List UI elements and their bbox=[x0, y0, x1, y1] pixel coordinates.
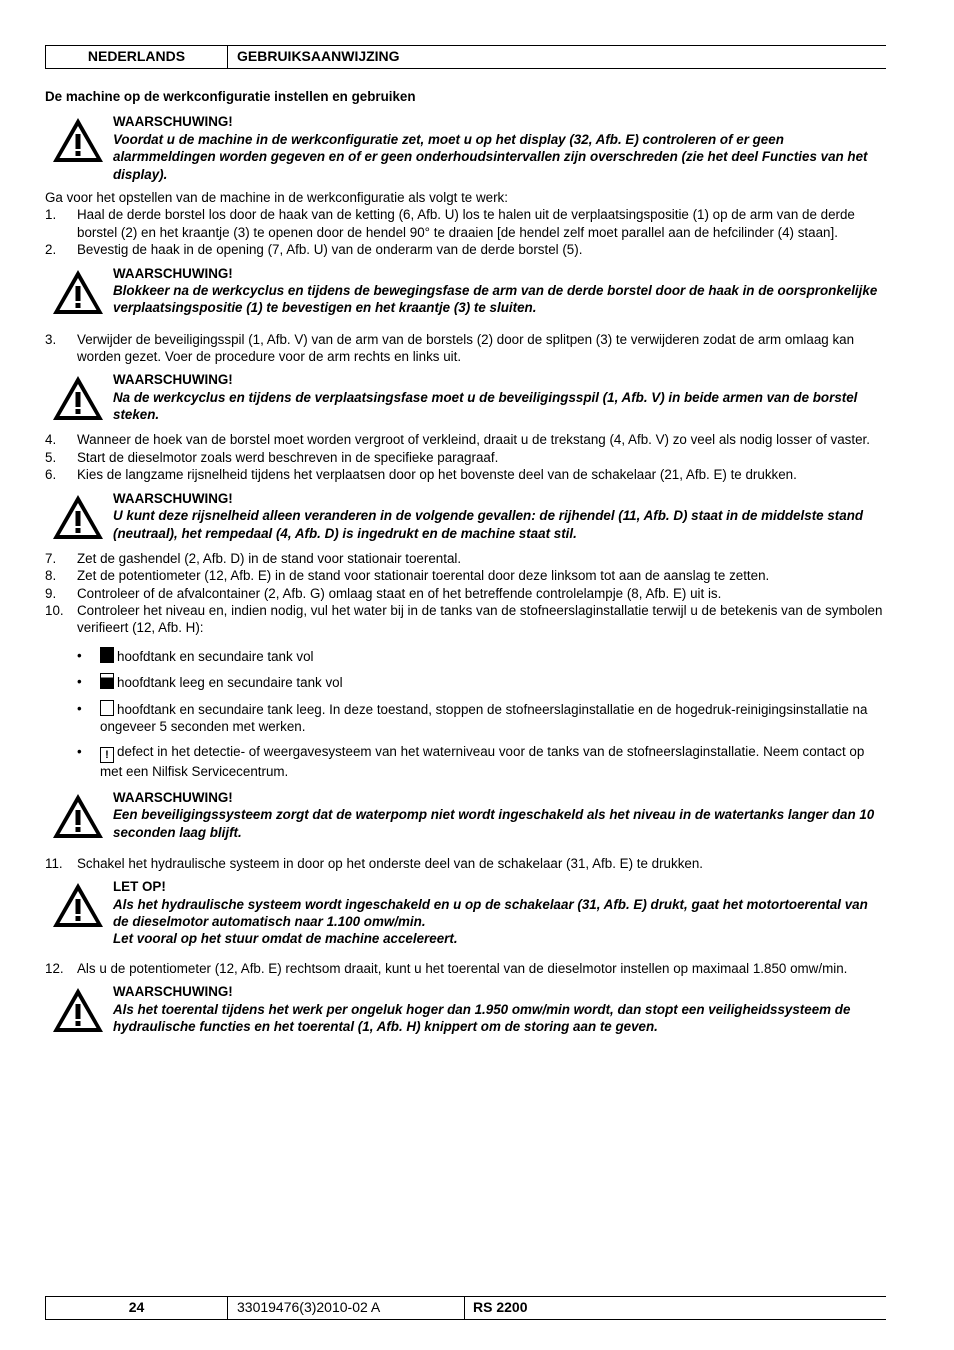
warning-triangle-icon bbox=[50, 880, 106, 930]
list-item bbox=[45, 331, 887, 366]
warning-text: Een beveiligingssysteem zorgt dat de waterpomp niet wordt ingeschakeld als het niveau in de watertanks langer dan 10 seconden laag blijft. bbox=[113, 807, 875, 840]
item-number: 10. bbox=[45, 602, 64, 618]
list-item bbox=[45, 960, 887, 977]
section-title: De machine op de werkconfiguratie instellen en gebruiken bbox=[45, 89, 416, 104]
warning-block-5 bbox=[45, 789, 887, 843]
warning-title: WAARSCHUWING! bbox=[113, 265, 233, 281]
warning-block-1 bbox=[45, 113, 887, 183]
warning-triangle-icon bbox=[50, 373, 106, 423]
warning-block-7 bbox=[45, 983, 887, 1037]
warning-block-3 bbox=[45, 371, 887, 425]
bullet-text: hoofdtank en secundaire tank vol bbox=[117, 648, 314, 664]
warning-text: Voordat u de machine in de werkconfiguratie zet, moet u op het display (32, Afb. E) controleren of er geen alarmmeldingen worden gegeven en of er geen onderhoudsintervallen zijn overschreden (zie het deel Functies van het display). bbox=[113, 131, 868, 182]
item-text: Zet de gashendel (2, Afb. D) in de stand voor stationair toerental. bbox=[77, 550, 462, 566]
item-number: 3. bbox=[45, 331, 57, 347]
bullet-mark: • bbox=[77, 647, 82, 663]
item-text: Kies de langzame rijsnelheid tijdens het verplaatsen door op het bovenste deel van de schakelaar (21, Afb. E) te drukken. bbox=[77, 467, 797, 483]
page-footer bbox=[45, 1296, 886, 1320]
list-item bbox=[45, 855, 887, 872]
tank-empty-icon bbox=[100, 700, 114, 716]
item-text: Zet de potentiometer (12, Afb. E) in de stand voor stationair toerental door deze linksom tot aan de aanslag te zetten. bbox=[77, 568, 770, 584]
item-number: 1. bbox=[45, 207, 57, 223]
bullet-text: hoofdtank leeg en secundaire tank vol bbox=[117, 675, 343, 691]
warning-triangle-icon bbox=[50, 492, 106, 542]
page-header bbox=[45, 45, 886, 69]
intro-text: Ga voor het opstellen van de machine in de werkconfiguratie als volgt te werk: bbox=[45, 190, 508, 206]
warning-title: WAARSCHUWING! bbox=[113, 372, 233, 388]
item-number: 2. bbox=[45, 242, 57, 258]
warning-title: WAARSCHUWING! bbox=[113, 490, 233, 506]
list-item bbox=[45, 466, 887, 483]
tank-main-empty-icon bbox=[100, 673, 114, 689]
warning-text: U kunt deze rijsnelheid alleen veranderen in de volgende gevallen: de rijhendel (11, Afb. D) staat in de middelste stand (neutraal), het rempedaal (4, Afb. D) is ingedrukt en de machine staat stil. bbox=[113, 508, 864, 541]
bullet-text: defect in het detectie- of weergavesysteem van het waterniveau voor de tanks van de stofneerslaginstallatie. Neem contact op met een Nilfisk Servicecentrum. bbox=[100, 744, 865, 780]
footer-doc-code: 33019476(3)2010-02 A bbox=[228, 1297, 465, 1319]
item-number: 8. bbox=[45, 568, 57, 584]
warning-text: Als het toerental tijdens het werk per ongeluk hoger dan 1.950 omw/min wordt, dan stopt een veiligheidssysteem de hydraulische functies en het toerental (1, Afb. H) knippert om de storing aan te geven. bbox=[113, 1001, 851, 1034]
warning-title: WAARSCHUWING! bbox=[113, 789, 233, 805]
item-text: Als u de potentiometer (12, Afb. E) rechtsom draait, kunt u het toerental van de dieselmotor instellen op maximaal 1.850 omw/min. bbox=[77, 960, 848, 976]
warning-block-4 bbox=[45, 490, 887, 544]
tank-full-icon bbox=[100, 647, 114, 663]
bullet-mark: • bbox=[77, 700, 82, 716]
item-text: Verwijder de beveiligingsspil (1, Afb. V) van de arm van de borstels (2) door de splitpen (3) te verwijderen zodat de arm omlaag kan worden gezet. Voer de procedure voor de arm rechts en links uit. bbox=[77, 331, 855, 365]
warning-text: Als het hydraulische systeem wordt ingeschakeld en u op de schakelaar (31, Afb. E) drukt, gaat het motortoerental van de dieselmotor automatisch naar 1.100 omw/min. bbox=[113, 896, 868, 929]
warning-block-6 bbox=[45, 878, 887, 948]
tank-fault-icon: ! bbox=[100, 747, 114, 763]
warning-title: LET OP! bbox=[113, 879, 166, 895]
list-item bbox=[45, 241, 887, 258]
warning-triangle-icon bbox=[50, 115, 106, 165]
header-doc-type: GEBRUIKSAANWIJZING bbox=[237, 48, 400, 65]
header-language: NEDERLANDS bbox=[45, 46, 228, 68]
item-number: 6. bbox=[45, 467, 57, 483]
bullet-item bbox=[77, 743, 887, 780]
bullet-item bbox=[77, 700, 887, 736]
warning-triangle-icon bbox=[50, 267, 106, 317]
warning-text-2: Let vooral op het stuur omdat de machine accelereert. bbox=[113, 931, 458, 947]
bullet-mark: • bbox=[77, 674, 82, 690]
item-number: 5. bbox=[45, 449, 57, 465]
footer-page-number: 24 bbox=[45, 1297, 228, 1319]
item-number: 12. bbox=[45, 960, 64, 976]
item-number: 4. bbox=[45, 432, 57, 448]
item-text: Start de dieselmotor zoals werd beschreven in de specifieke paragraaf. bbox=[77, 449, 499, 465]
list-item bbox=[45, 585, 887, 602]
bullet-item bbox=[77, 673, 887, 691]
list-item bbox=[45, 550, 887, 567]
item-text: Wanneer de hoek van de borstel moet worden vergroot of verkleind, draait u de trekstang (4, Afb. V) zo veel als nodig losser of vaster. bbox=[77, 432, 870, 448]
item-text: Controleer of de afvalcontainer (2, Afb. G) omlaag staat en of het betreffende controlelampje (8, Afb. E) uit is. bbox=[77, 585, 722, 601]
list-item bbox=[45, 449, 887, 466]
bullet-text: hoofdtank en secundaire tank leeg. In deze toestand, stoppen de stofneerslaginstallatie en de hogedruk-reinigingsinstallatie na ongeveer 5 seconden met werken. bbox=[100, 701, 868, 734]
footer-model: RS 2200 bbox=[473, 1299, 528, 1316]
list-item bbox=[45, 206, 887, 241]
item-number: 7. bbox=[45, 550, 57, 566]
item-text: Schakel het hydraulische systeem in door op het onderste deel van de schakelaar (31, Afb. E) te drukken. bbox=[77, 855, 704, 871]
warning-block-2 bbox=[45, 265, 887, 319]
list-item bbox=[45, 431, 887, 448]
item-number: 11. bbox=[45, 855, 63, 871]
warning-title: WAARSCHUWING! bbox=[113, 984, 233, 1000]
warning-title: WAARSCHUWING! bbox=[113, 114, 233, 130]
warning-triangle-icon bbox=[50, 791, 106, 841]
warning-text: Na de werkcyclus en tijdens de verplaatsingsfase moet u de beveiligingsspil (1, Afb. V) in beide armen van de borstel steken. bbox=[113, 389, 858, 423]
list-item bbox=[45, 567, 887, 584]
list-item bbox=[45, 602, 887, 637]
page-content bbox=[45, 88, 887, 1043]
item-text: Haal de derde borstel los door de haak van de ketting (6, Afb. U) los te halen uit de verplaatsingspositie (1) op de arm van de derde borstel (2) en het kraantje (3) te openen door de hendel 90° te draaien [de hendel zelf moet parallel aan de hefcilinder (4) staan]. bbox=[77, 207, 855, 240]
warning-triangle-icon bbox=[50, 985, 106, 1035]
item-text: Controleer het niveau en, indien nodig, vul het water bij in de tanks van de stofneerslaginstallatie terwijl u de betekenis van de symbolen verifieert (12, Afb. H): bbox=[77, 602, 883, 636]
item-number: 9. bbox=[45, 585, 57, 601]
item-text: Bevestig de haak in de opening (7, Afb. U) van de onderarm van de derde borstel (5). bbox=[77, 242, 583, 258]
bullet-mark: • bbox=[77, 744, 82, 760]
bullet-item bbox=[77, 647, 887, 665]
warning-text: Blokkeer na de werkcyclus en tijdens de bewegingsfase de arm van de derde borstel door de haak in de oorspronkelijke verplaatsingspositie (1) te bevestigen en het kraantje (3) te sluiten. bbox=[113, 283, 878, 316]
